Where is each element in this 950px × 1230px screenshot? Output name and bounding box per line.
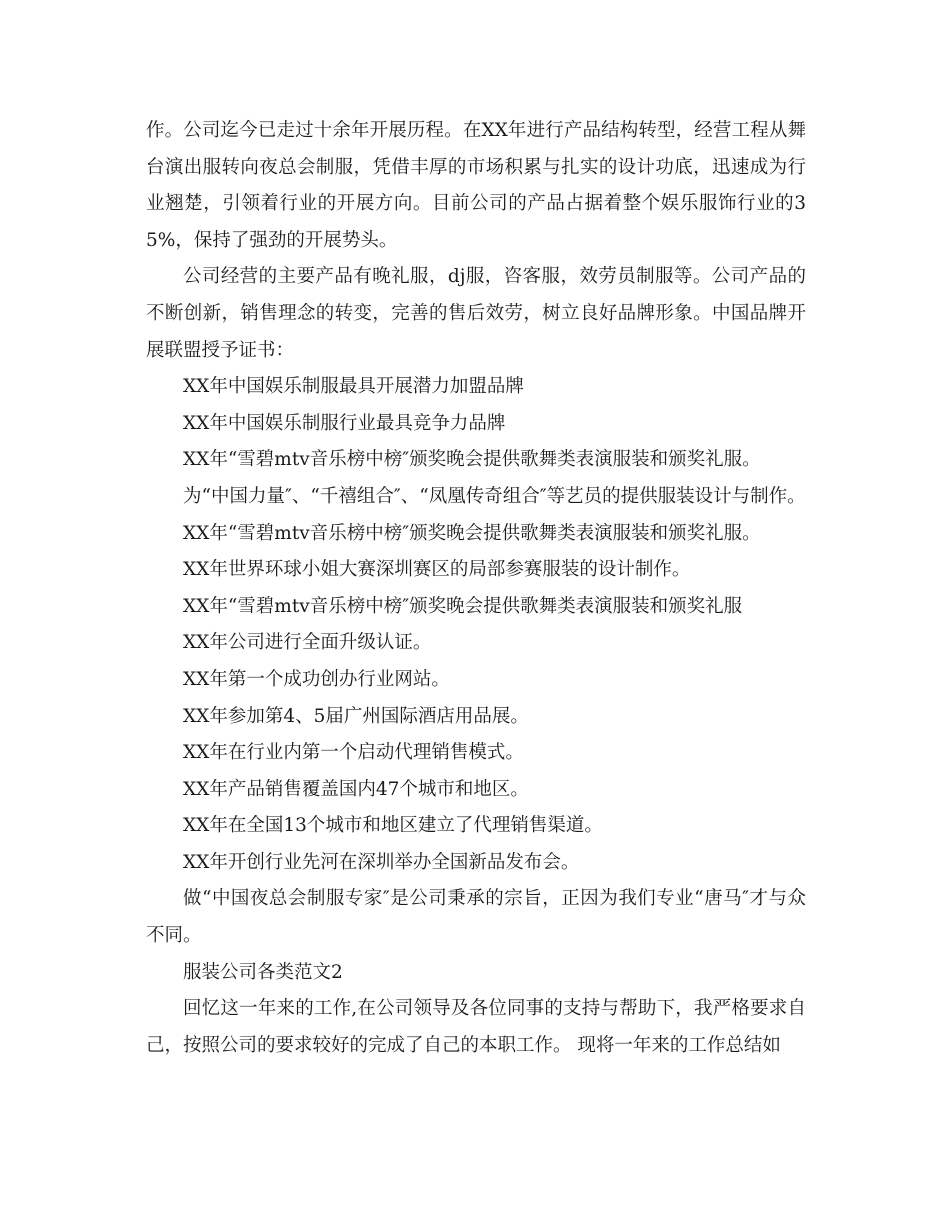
list-item-upgrade-certification: XX年公司进行全面升级认证。 — [183, 632, 432, 654]
paragraph-company-motto: 做“中国夜总会制服专家″是公司秉承的宗旨，正因为我们专业“唐马″才与众不同。 — [146, 888, 806, 947]
document-body — [146, 113, 806, 1064]
list-item-award-competitive-brand: XX年中国娱乐制服行业最具竞争力品牌 — [183, 412, 506, 434]
list-item-miss-universe-shenzhen: XX年世界环球小姐大赛深圳赛区的局部参赛服装的设计制作。 — [183, 559, 691, 581]
list-item-artist-costume-design: 为“中国力量″、“千禧组合″、“凤凰传奇组合″等艺员的提供服装设计与制作。 — [183, 485, 806, 507]
list-item-sprite-mtv-costumes-3: XX年“雪碧mtv音乐榜中榜″颁奖晚会提供歌舞类表演服装和颁奖礼服 — [183, 595, 743, 617]
paragraph-work-review: 回忆这一年来的工作,在公司领导及各位同事的支持与帮助下，我严格要求自己，按照公司的要求较好的完成了自己的本职工作。 现将一年来的工作总结如 — [146, 998, 806, 1056]
paragraph-main-products: 公司经营的主要产品有晚礼服，dj服，咨客服，效劳员制服等。公司产品的不断创新，销售理念的转变，完善的售后效劳，树立良好品牌形象。中国品牌开展联盟授予证书： — [146, 266, 806, 361]
section-heading-sample-2: 服装公司各类范文2 — [183, 961, 343, 983]
list-item-agency-channels: XX年在全国13个城市和地区建立了代理销售渠道。 — [183, 815, 603, 837]
list-item-sprite-mtv-costumes-2: XX年“雪碧mtv音乐榜中榜″颁奖晚会提供歌舞类表演服装和颁奖礼服。 — [183, 522, 761, 544]
list-item-guangzhou-hotel-expo: XX年参加第4、5届广州国际酒店用品展。 — [183, 705, 529, 727]
list-item-sprite-mtv-costumes-1: XX年“雪碧mtv音乐榜中榜″颁奖晚会提供歌舞类表演服装和颁奖礼服。 — [183, 449, 761, 471]
paragraph-company-history: 作。公司迄今已走过十余年开展历程。在XX年进行产品结构转型，经营工程从舞台演出服转向夜总会制服，凭借丰厚的市场积累与扎实的设计功底，迅速成为行业翘楚，引领着行业的开展方向。目前公司的产品占据着整个娱乐服饰行业的35%，保持了强劲的开展势头。 — [146, 120, 806, 251]
list-item-award-franchise-brand: XX年中国娱乐制服最具开展潜力加盟品牌 — [183, 376, 524, 398]
list-item-product-launch: XX年开创行业先河在深圳举办全国新品发布会。 — [183, 851, 580, 873]
list-item-industry-website: XX年第一个成功创办行业网站。 — [183, 668, 450, 690]
list-item-agency-sales-model: XX年在行业内第一个启动代理销售模式。 — [183, 742, 524, 764]
list-item-sales-coverage: XX年产品销售覆盖国内47个城市和地区。 — [183, 778, 529, 800]
